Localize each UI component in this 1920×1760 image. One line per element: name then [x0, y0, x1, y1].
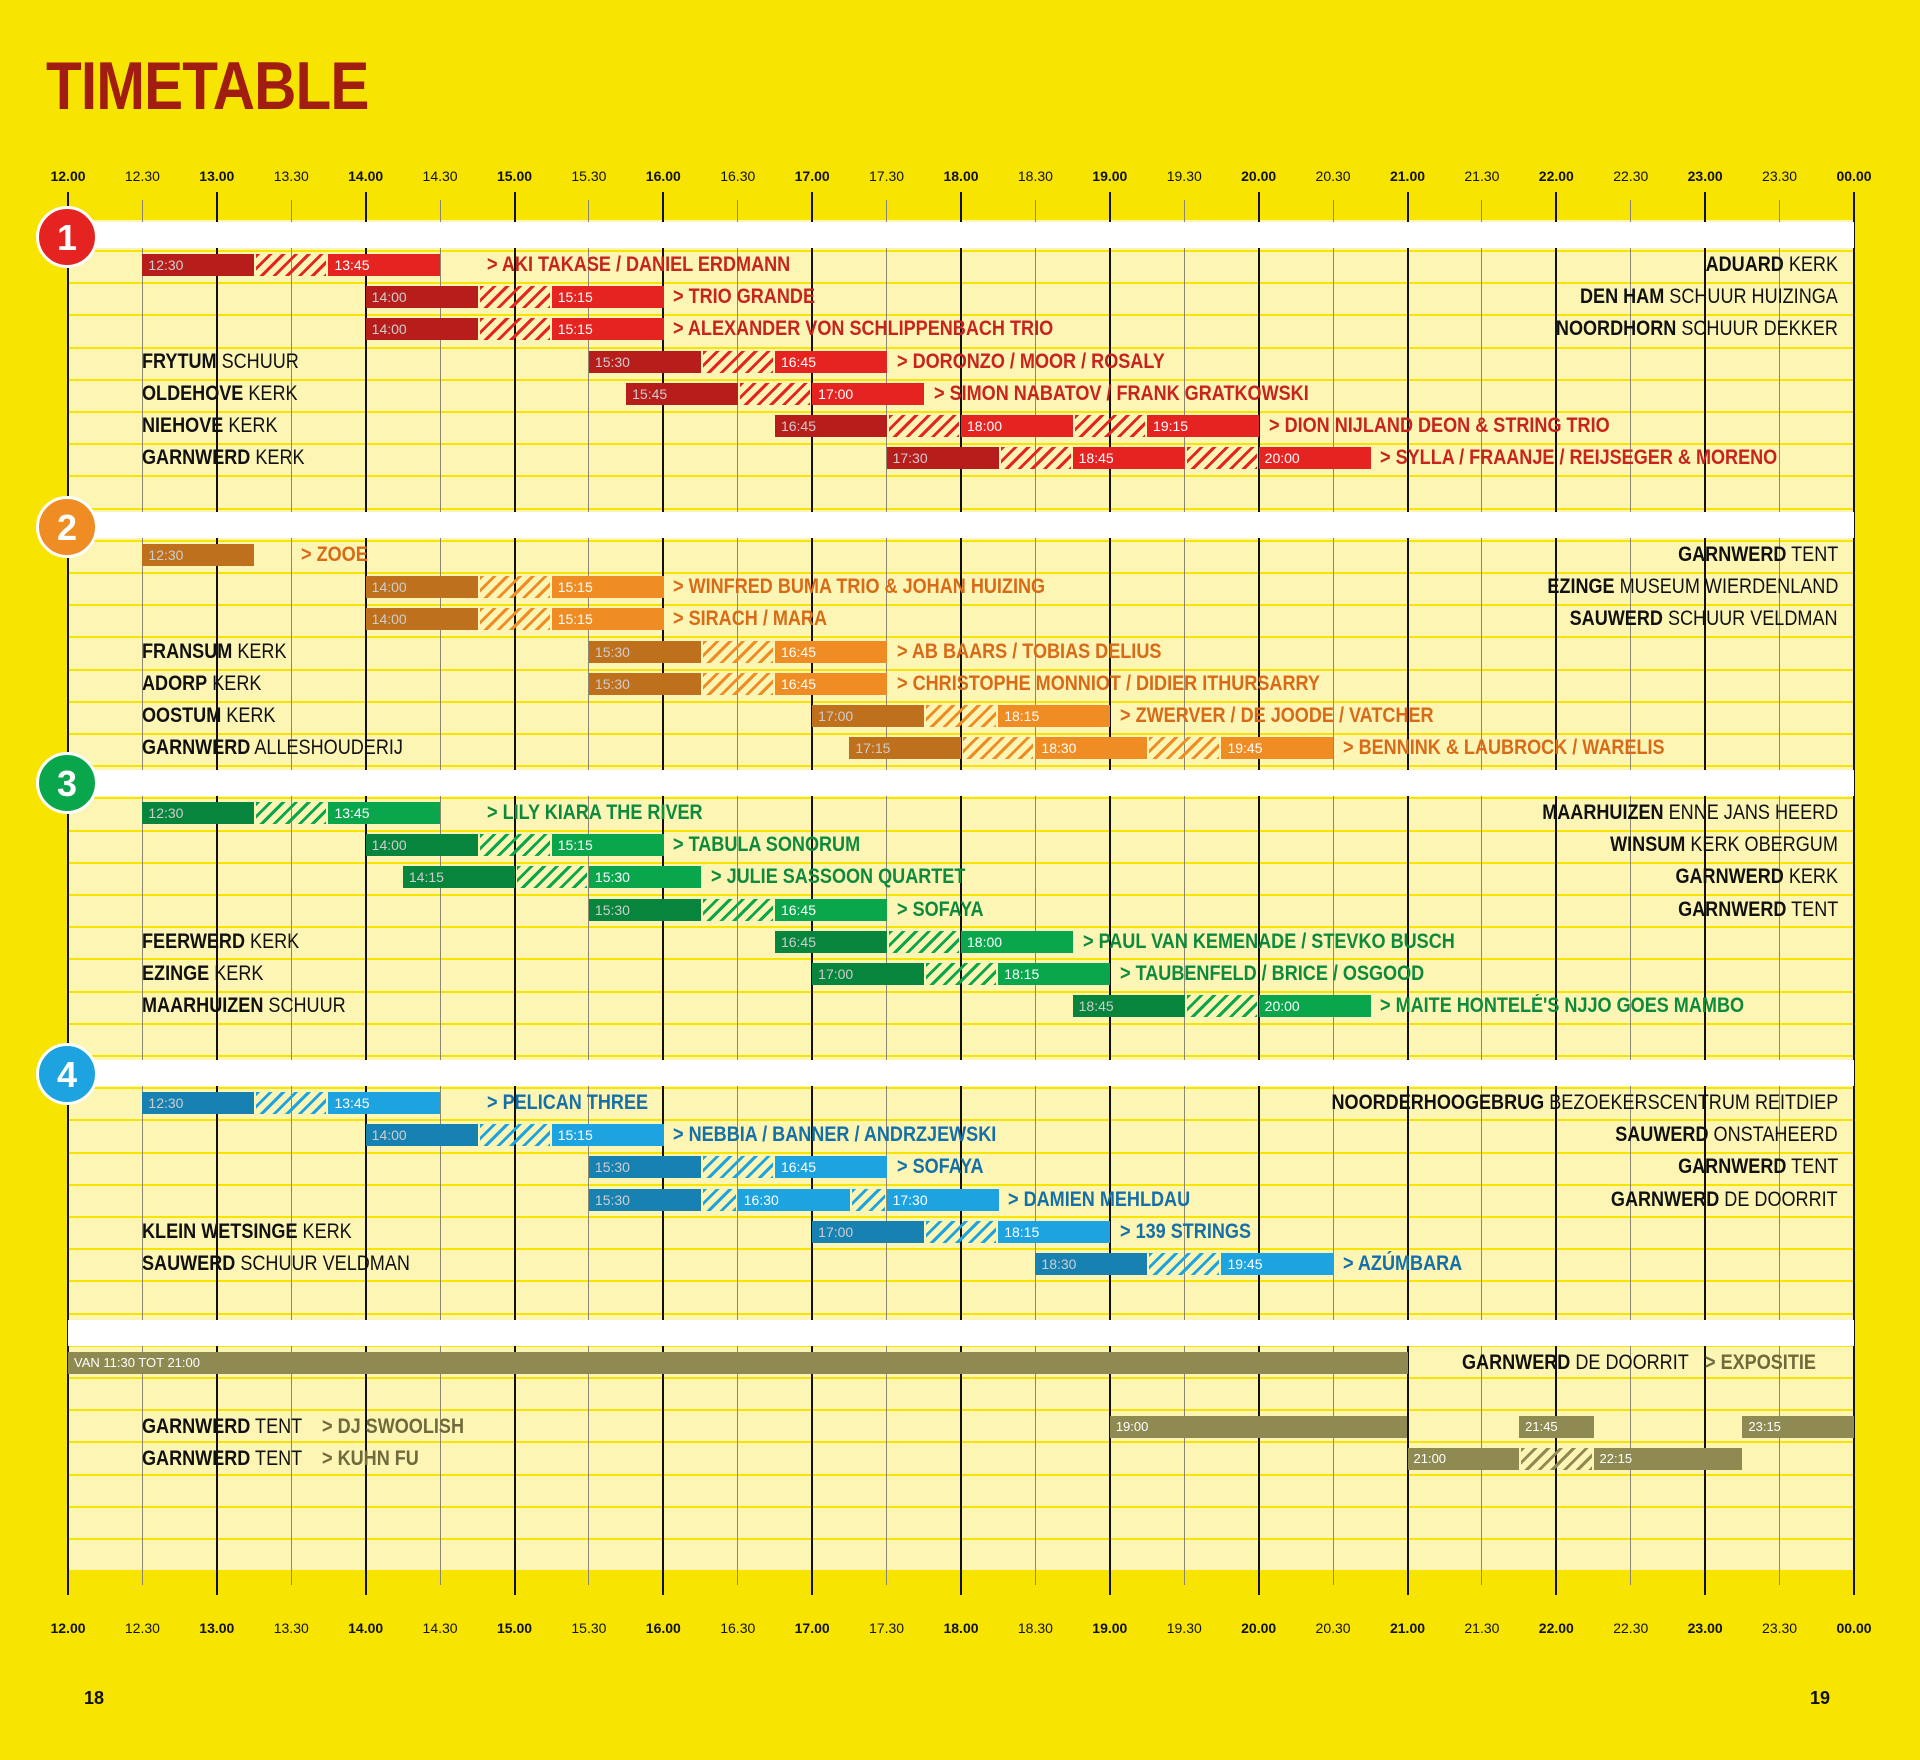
- venue-label: [1678, 544, 1838, 566]
- act-name: > PAUL VAN KEMENADE / STEVKO BUSCH: [1082, 929, 1455, 953]
- transfer-hatch: [703, 641, 773, 663]
- expo-venue: [1462, 1352, 1689, 1374]
- venue-town: NIEHOVE: [142, 414, 224, 437]
- tick-label-top: 21.30: [1464, 168, 1500, 184]
- dj-act: > DJ SWOOLISH: [322, 1415, 464, 1438]
- time-slot: 15:15: [552, 834, 664, 856]
- act-name: > DORONZO / MOOR / ROSALY: [896, 349, 1165, 373]
- venue-town: SAUWERD: [142, 1252, 236, 1275]
- time-gridline: [1333, 200, 1334, 1585]
- act-name: > DAMIEN MEHLDAU: [1008, 1187, 1191, 1211]
- venue-town: GARNWERD: [1675, 865, 1784, 889]
- tick-label-bottom: 16.30: [720, 1620, 756, 1636]
- transfer-hatch: [703, 673, 773, 695]
- act-name: > TRIO GRANDE: [673, 285, 816, 309]
- transfer-hatch: [1149, 1253, 1219, 1275]
- time-gridline: [1555, 192, 1557, 1595]
- time-slot: 14:15: [403, 866, 515, 888]
- tick-label-bottom: 17.30: [869, 1620, 905, 1636]
- tick-label-top: 18.00: [943, 168, 979, 184]
- tick-label-top: 20.30: [1315, 168, 1351, 184]
- venue-label: [1678, 1156, 1838, 1178]
- venue-town: NOORDHORN: [1556, 317, 1677, 341]
- act-name: > TAUBENFELD / BRICE / OSGOOD: [1119, 962, 1425, 985]
- time-gridline: [588, 200, 589, 1585]
- act-name: > ZWERVER / DE JOODE / VATCHER: [1119, 704, 1434, 727]
- dj-slot: 22:15: [1594, 1448, 1743, 1470]
- venue-place: KERK: [297, 1219, 352, 1243]
- act-name: > AZÚMBARA: [1343, 1252, 1463, 1275]
- time-slot: 16:30: [738, 1189, 850, 1211]
- venue-label: [142, 415, 278, 437]
- section-badge-2: 2: [36, 496, 98, 558]
- act-name: > AB BAARS / TOBIAS DELIUS: [896, 639, 1161, 663]
- tick-label-bottom: 23.30: [1762, 1620, 1798, 1636]
- time-slot: 14:00: [366, 576, 478, 598]
- time-slot: 15:30: [589, 899, 701, 921]
- venue-label: [142, 705, 275, 727]
- venue-place: SCHUUR: [216, 349, 299, 373]
- venue-label: [1331, 1092, 1838, 1114]
- time-slot: 17:00: [812, 705, 924, 727]
- tick-label-bottom: 21.30: [1464, 1620, 1500, 1636]
- time-slot: 15:15: [552, 576, 664, 598]
- venue-place: DE DOORRIT: [1569, 1351, 1689, 1374]
- venue-place: KERK: [250, 446, 305, 470]
- venue-label: [1610, 834, 1838, 856]
- section-badge-1: 1: [36, 206, 98, 268]
- time-slot: 17:00: [812, 383, 924, 405]
- venue-label: [142, 1253, 410, 1275]
- time-slot: 14:00: [366, 1124, 478, 1146]
- time-slot: 19:45: [1221, 737, 1333, 759]
- act-name: > PELICAN THREE: [487, 1091, 649, 1114]
- act-name: > AKI TAKASE / DANIEL ERDMANN: [487, 253, 791, 276]
- transfer-hatch: [480, 286, 550, 308]
- time-gridline: [737, 200, 738, 1585]
- expo-bar: VAN 11:30 TOT 21:00: [68, 1352, 1408, 1374]
- time-slot: 18:30: [1035, 737, 1147, 759]
- venue-label: [142, 641, 287, 663]
- section-divider: [68, 1060, 1854, 1086]
- act-name: > MAITE HONTELÉ'S NJJO GOES MAMBO: [1380, 994, 1745, 1018]
- venue-town: GARNWERD: [1461, 1351, 1570, 1374]
- venue-town: GARNWERD: [142, 1447, 251, 1471]
- venue-label: [142, 351, 299, 373]
- transfer-hatch: [480, 1124, 550, 1146]
- venue-place: SCHUUR HUIZINGA: [1664, 285, 1838, 309]
- transfer-hatch: [256, 1092, 326, 1114]
- act-name: > SOFAYA: [896, 897, 984, 921]
- venue-label: [1706, 254, 1838, 276]
- transfer-hatch: [480, 576, 550, 598]
- tick-label-bottom: 17.00: [794, 1620, 830, 1636]
- venue-label: [1611, 1189, 1838, 1211]
- time-slot: 15:30: [589, 866, 701, 888]
- dj-slot: 19:00: [1110, 1416, 1408, 1438]
- venue-place: KERK OBERGUM: [1685, 833, 1838, 857]
- tick-label-top: 17.00: [794, 168, 830, 184]
- venue-town: EZINGE: [142, 962, 210, 985]
- act-name: > BENNINK & LAUBROCK / WARELIS: [1343, 736, 1665, 760]
- transfer-hatch: [889, 415, 959, 437]
- tick-label-top: 23.00: [1687, 168, 1723, 184]
- tick-label-top: 16.00: [645, 168, 681, 184]
- venue-place: KERK: [232, 639, 287, 663]
- act-name: > NEBBIA / BANNER / ANDRZJEWSKI: [673, 1123, 997, 1147]
- time-gridline: [1704, 192, 1706, 1595]
- act-name: > ZOOE: [301, 543, 368, 566]
- venue-place: KERK: [243, 381, 298, 405]
- venue-town: KLEIN WETSINGE: [142, 1219, 298, 1243]
- time-gridline: [886, 200, 887, 1585]
- venue-town: GARNWERD: [142, 736, 251, 760]
- time-gridline: [1481, 200, 1482, 1585]
- act-name: > SOFAYA: [896, 1155, 984, 1179]
- time-slot: 15:15: [552, 1124, 664, 1146]
- tick-label-top: 15.00: [496, 168, 533, 184]
- time-slot: 16:45: [775, 415, 887, 437]
- time-slot: 15:15: [552, 286, 664, 308]
- time-gridline: [291, 200, 292, 1585]
- venue-place: TENT: [1786, 1155, 1838, 1179]
- time-slot: 20:00: [1259, 995, 1371, 1017]
- time-gridline: [1630, 200, 1631, 1585]
- venue-town: ADORP: [142, 671, 208, 695]
- time-slot: 17:00: [812, 963, 924, 985]
- act-name: > SYLLA / FRAANJE / REIJSEGER & MORENO: [1380, 446, 1778, 470]
- dj-venue: [142, 1416, 302, 1438]
- time-gridline: [1853, 192, 1855, 1595]
- venue-place: TENT: [1786, 897, 1838, 921]
- transfer-hatch: [1001, 447, 1071, 469]
- transfer-hatch: [963, 737, 1033, 759]
- venue-town: GARNWERD: [1677, 897, 1787, 921]
- venue-place: SCHUUR VELDMAN: [1663, 607, 1838, 631]
- venue-place: TENT: [1786, 543, 1838, 566]
- time-slot: 15:15: [552, 608, 664, 630]
- dj-act: > KUHN FU: [322, 1447, 419, 1471]
- time-slot: 18:00: [961, 415, 1073, 437]
- venue-place: KERK: [1783, 253, 1838, 276]
- dj-slot: 21:45: [1519, 1416, 1593, 1438]
- act-name: > LILY KIARA THE RIVER: [487, 801, 703, 824]
- time-slot: 16:45: [775, 351, 887, 373]
- venue-label: [142, 1221, 352, 1243]
- venue-label: [1580, 286, 1838, 308]
- venue-place: KERK: [223, 414, 278, 437]
- section-badge-3: 3: [36, 752, 98, 814]
- time-slot: 13:45: [328, 1092, 440, 1114]
- tick-label-top: 19.00: [1092, 168, 1128, 184]
- time-slot: 16:45: [775, 899, 887, 921]
- venue-place: DE DOORRIT: [1719, 1187, 1838, 1211]
- venue-label: [142, 995, 346, 1017]
- tick-label-bottom: 22.30: [1613, 1620, 1649, 1636]
- tick-label-bottom: 23.00: [1687, 1620, 1723, 1636]
- time-gridline: [365, 192, 367, 1595]
- venue-town: OOSTUM: [142, 704, 222, 727]
- transfer-hatch: [480, 608, 550, 630]
- tick-label-top: 12.00: [50, 168, 86, 184]
- time-slot: 12:30: [142, 544, 254, 566]
- venue-label: [142, 963, 263, 985]
- page-title: TIMETABLE: [46, 48, 369, 124]
- transfer-hatch: [926, 963, 996, 985]
- act-name: > DION NIJLAND DEON & STRING TRIO: [1268, 414, 1610, 437]
- transfer-hatch: [1149, 737, 1219, 759]
- venue-town: GARNWERD: [142, 1415, 251, 1438]
- tick-label-bottom: 13.30: [273, 1620, 309, 1636]
- transfer-hatch: [926, 1221, 996, 1243]
- time-gridline: [514, 192, 516, 1595]
- time-slot: 14:00: [366, 608, 478, 630]
- transfer-hatch: [703, 1156, 773, 1178]
- tick-label-top: 15.30: [571, 168, 607, 184]
- act-name: > TABULA SONORUM: [673, 833, 861, 857]
- tick-label-top: 21.00: [1389, 168, 1426, 184]
- transfer-hatch: [480, 318, 550, 340]
- time-slot: 15:30: [589, 351, 701, 373]
- venue-place: ALLESHOUDERIJ: [250, 736, 403, 760]
- time-slot: 15:30: [589, 1189, 701, 1211]
- time-gridline: [440, 200, 441, 1585]
- venue-town: SAUWERD: [1570, 607, 1664, 631]
- transfer-hatch: [256, 802, 326, 824]
- dj-venue: [142, 1448, 302, 1470]
- venue-town: GARNWERD: [1677, 1155, 1787, 1179]
- time-slot: 15:30: [589, 673, 701, 695]
- time-slot: 17:30: [887, 447, 999, 469]
- expo-act: > EXPOSITIE: [1705, 1351, 1816, 1374]
- time-slot: 15:30: [589, 641, 701, 663]
- venue-label: [142, 737, 403, 759]
- time-gridline: [1035, 200, 1036, 1585]
- tick-label-top: 17.30: [869, 168, 905, 184]
- venue-label: [1616, 1124, 1838, 1146]
- time-slot: 15:15: [552, 318, 664, 340]
- tick-label-bottom: 20.00: [1241, 1620, 1277, 1636]
- venue-label: [1556, 318, 1838, 340]
- time-slot: 19:15: [1147, 415, 1259, 437]
- tick-label-bottom: 19.00: [1092, 1620, 1128, 1636]
- venue-label: [1547, 576, 1838, 598]
- time-slot: 12:30: [142, 802, 254, 824]
- tick-label-top: 20.00: [1241, 168, 1277, 184]
- venue-place: SCHUUR: [263, 994, 346, 1018]
- venue-place: SCHUUR DEKKER: [1676, 317, 1838, 341]
- venue-town: GARNWERD: [142, 446, 251, 470]
- venue-place: MUSEUM WIERDENLAND: [1614, 575, 1838, 599]
- time-gridline: [67, 192, 69, 1595]
- tick-label-bottom: 22.00: [1538, 1620, 1574, 1636]
- transfer-hatch: [703, 899, 773, 921]
- tick-label-bottom: 12.00: [50, 1620, 86, 1636]
- venue-place: KERK: [1783, 865, 1838, 889]
- tick-label-bottom: 21.00: [1389, 1620, 1426, 1636]
- time-slot: 13:45: [328, 254, 440, 276]
- transfer-hatch: [740, 383, 810, 405]
- tick-label-top: 18.30: [1017, 168, 1053, 184]
- venue-town: FEERWERD: [142, 929, 246, 953]
- venue-place: KERK: [245, 929, 300, 953]
- tick-label-top: 22.00: [1538, 168, 1574, 184]
- time-slot: 15:45: [626, 383, 738, 405]
- venue-place: TENT: [250, 1447, 303, 1471]
- venue-label: [142, 447, 305, 469]
- tick-label-bottom: 19.30: [1166, 1620, 1202, 1636]
- section-divider: [68, 1320, 1854, 1346]
- tick-label-bottom: 12.30: [124, 1620, 160, 1636]
- tick-label-bottom: 16.00: [645, 1620, 681, 1636]
- tick-label-bottom: 18.00: [943, 1620, 979, 1636]
- act-name: > SIMON NABATOV / FRANK GRATKOWSKI: [933, 381, 1309, 405]
- time-slot: 18:45: [1073, 995, 1185, 1017]
- tick-label-top: 22.30: [1613, 168, 1649, 184]
- time-gridline: [1407, 192, 1409, 1595]
- tick-label-bottom: 15.00: [496, 1620, 533, 1636]
- time-gridline: [1779, 200, 1780, 1585]
- tick-label-bottom: 14.30: [422, 1620, 458, 1636]
- section-divider: [68, 512, 1854, 538]
- time-slot: 17:00: [812, 1221, 924, 1243]
- tick-label-top: 12.30: [124, 168, 160, 184]
- time-slot: 18:00: [961, 931, 1073, 953]
- time-slot: 13:45: [328, 802, 440, 824]
- dj-slot: 21:00: [1408, 1448, 1520, 1470]
- tick-label-top: 16.30: [720, 168, 756, 184]
- venue-label: [1675, 866, 1838, 888]
- venue-place: ONSTAHEERD: [1708, 1123, 1838, 1147]
- venue-town: MAARHUIZEN: [142, 994, 264, 1018]
- venue-label: [142, 383, 298, 405]
- tick-label-bottom: 14.00: [348, 1620, 384, 1636]
- section-divider: [68, 222, 1854, 248]
- transfer-hatch: [1075, 415, 1145, 437]
- time-slot: 17:30: [887, 1189, 999, 1211]
- time-gridline: [142, 200, 143, 1585]
- act-name: > WINFRED BUMA TRIO & JOHAN HUIZING: [673, 575, 1046, 599]
- venue-label: [1542, 802, 1838, 824]
- venue-town: NOORDERHOOGEBRUG: [1331, 1091, 1544, 1114]
- time-slot: 14:00: [366, 834, 478, 856]
- venue-place: KERK: [221, 704, 276, 727]
- venue-town: EZINGE: [1546, 575, 1615, 599]
- venue-town: FRYTUM: [142, 349, 217, 373]
- time-slot: 15:30: [589, 1156, 701, 1178]
- venue-town: ADUARD: [1705, 253, 1784, 276]
- tick-label-top: 14.00: [348, 168, 384, 184]
- venue-town: GARNWERD: [1677, 543, 1787, 566]
- tick-label-top: 00.00: [1836, 168, 1872, 184]
- venue-town: MAARHUIZEN: [1541, 801, 1664, 824]
- tick-label-bottom: 18.30: [1017, 1620, 1053, 1636]
- dj-slot: 23:15: [1742, 1416, 1854, 1438]
- tick-label-top: 23.30: [1762, 168, 1798, 184]
- venue-town: WINSUM: [1610, 833, 1686, 857]
- time-slot: 14:00: [366, 286, 478, 308]
- time-slot: 18:15: [998, 705, 1110, 727]
- time-slot: 16:45: [775, 641, 887, 663]
- venue-town: SAUWERD: [1615, 1123, 1709, 1147]
- time-slot: 18:15: [998, 963, 1110, 985]
- transfer-hatch: [1187, 995, 1257, 1017]
- act-name: > 139 STRINGS: [1119, 1219, 1251, 1243]
- time-slot: 18:45: [1073, 447, 1185, 469]
- transfer-hatch: [517, 866, 587, 888]
- time-slot: 12:30: [142, 1092, 254, 1114]
- venue-label: [1570, 608, 1838, 630]
- tick-label-bottom: 15.30: [571, 1620, 607, 1636]
- venue-place: TENT: [250, 1415, 303, 1438]
- time-slot: 19:45: [1221, 1253, 1333, 1275]
- time-slot: 12:30: [142, 254, 254, 276]
- act-name: > JULIE SASSOON QUARTET: [710, 865, 965, 889]
- tick-label-bottom: 00.00: [1836, 1620, 1872, 1636]
- tick-label-top: 14.30: [422, 168, 458, 184]
- tick-label-top: 13.30: [273, 168, 309, 184]
- page-number-left: 18: [84, 1688, 105, 1708]
- venue-town: FRANSUM: [142, 639, 233, 663]
- venue-town: OLDEHOVE: [142, 381, 244, 405]
- transfer-hatch: [1187, 447, 1257, 469]
- time-slot: 20:00: [1259, 447, 1371, 469]
- venue-place: SCHUUR VELDMAN: [235, 1252, 410, 1275]
- transfer-hatch: [703, 1189, 736, 1211]
- act-name: > ALEXANDER VON SCHLIPPENBACH TRIO: [673, 317, 1054, 341]
- venue-place: ENNE JANS HEERD: [1663, 801, 1838, 824]
- tick-label-bottom: 20.30: [1315, 1620, 1351, 1636]
- venue-label: [142, 931, 299, 953]
- section-divider: [68, 770, 1854, 796]
- transfer-hatch: [703, 351, 773, 373]
- transfer-hatch: [852, 1189, 885, 1211]
- transfer-hatch: [1521, 1448, 1591, 1470]
- time-slot: 18:15: [998, 1221, 1110, 1243]
- venue-place: KERK: [207, 671, 262, 695]
- tick-label-top: 13.00: [199, 168, 235, 184]
- time-slot: 16:45: [775, 931, 887, 953]
- venue-label: [142, 673, 261, 695]
- time-slot: 14:00: [366, 318, 478, 340]
- venue-label: [1678, 899, 1838, 921]
- venue-town: DEN HAM: [1580, 285, 1665, 309]
- transfer-hatch: [480, 834, 550, 856]
- transfer-hatch: [256, 254, 326, 276]
- time-slot: 16:45: [775, 673, 887, 695]
- venue-town: GARNWERD: [1611, 1187, 1720, 1211]
- tick-label-bottom: 13.00: [199, 1620, 235, 1636]
- transfer-hatch: [926, 705, 996, 727]
- venue-place: BEZOEKERSCENTRUM REITDIEP: [1543, 1091, 1838, 1114]
- section-badge-4: 4: [36, 1043, 98, 1105]
- page-number-right: 19: [1810, 1688, 1831, 1708]
- transfer-hatch: [889, 931, 959, 953]
- venue-place: KERK: [209, 962, 264, 985]
- time-gridline: [1184, 200, 1185, 1585]
- time-slot: 16:45: [775, 1156, 887, 1178]
- time-slot: 18:30: [1035, 1253, 1147, 1275]
- act-name: > SIRACH / MARA: [673, 607, 828, 631]
- act-name: > CHRISTOPHE MONNIOT / DIDIER ITHURSARRY: [896, 671, 1320, 695]
- tick-label-top: 19.30: [1166, 168, 1202, 184]
- time-slot: 17:15: [849, 737, 961, 759]
